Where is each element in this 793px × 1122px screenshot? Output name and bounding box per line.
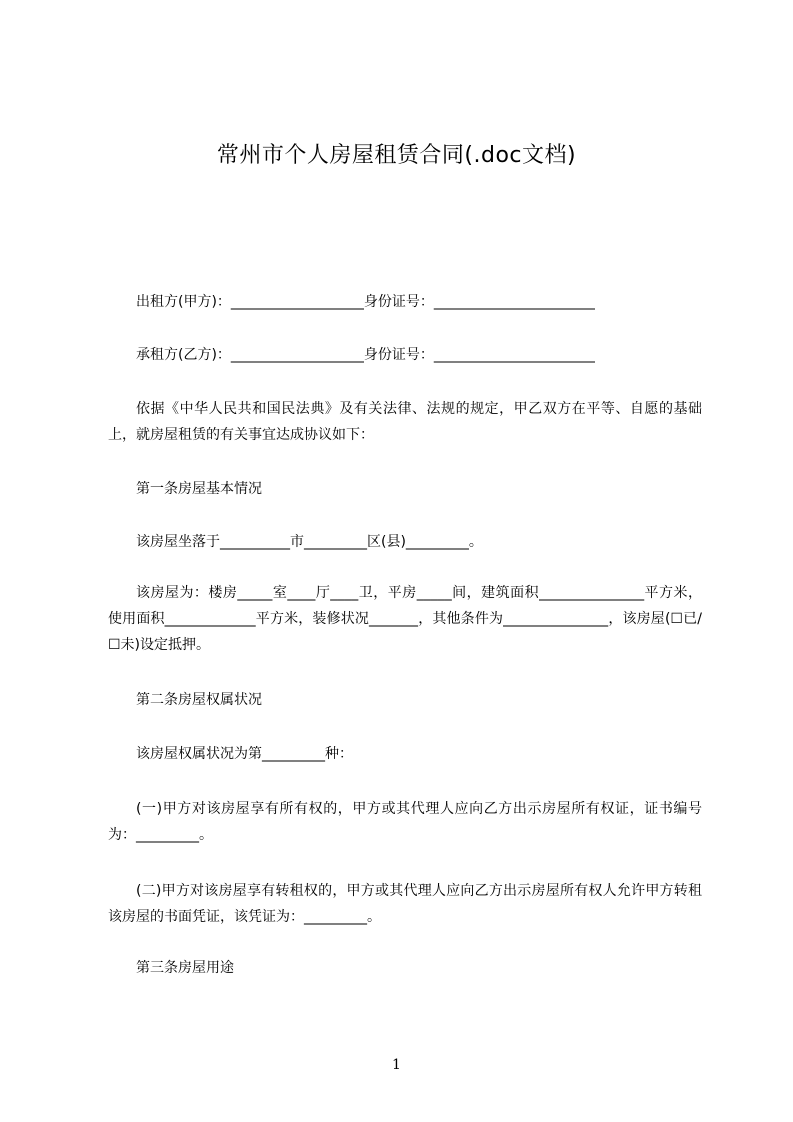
- article2-type: 该房屋权属状况为第_________种：: [136, 746, 353, 762]
- article2-option1-text: (一)甲方对该房屋享有所有权的，甲方或其代理人应向乙方出示房屋所有权证，证书编号为：_________。: [108, 801, 702, 843]
- article1-details-paragraph: [108, 580, 702, 658]
- article1-details-text: 该房屋为：楼房_____室____厅____卫，平房_____间，建筑面积_______________平方米，使用面积_____________平方米，装修状况_______，其他条件为_______________，该房屋(☐已/☐未)设定抵押。: [108, 585, 702, 653]
- lessor-line: 出租方(甲方)：___________________身份证号：_______________________: [136, 294, 595, 310]
- document-title: 常州市个人房屋租赁合同(.doc文档): [216, 143, 577, 168]
- article1-location: 该房屋坐落于__________市_________区(县)_________。: [136, 534, 483, 550]
- article3-heading: 第三条房屋用途: [136, 960, 234, 976]
- intro-paragraph: [108, 396, 702, 448]
- article2-option2-paragraph: [108, 878, 702, 930]
- lessee-line: 承租方(乙方)：___________________身份证号：_______________________: [136, 347, 595, 363]
- article2-heading: 第二条房屋权属状况: [136, 692, 262, 708]
- article2-option1-paragraph: [108, 796, 702, 848]
- article1-heading: 第一条房屋基本情况: [136, 481, 262, 497]
- intro-text: 依据《中华人民共和国民法典》及有关法律、法规的规定，甲乙双方在平等、自愿的基础上，就房屋租赁的有关事宜达成协议如下：: [108, 401, 702, 443]
- article2-option2-text: (二)甲方对该房屋享有转租权的，甲方或其代理人应向乙方出示房屋所有权人允许甲方转租该房屋的书面凭证，该凭证为：_________。: [108, 883, 702, 925]
- page-number: 1: [392, 1057, 401, 1073]
